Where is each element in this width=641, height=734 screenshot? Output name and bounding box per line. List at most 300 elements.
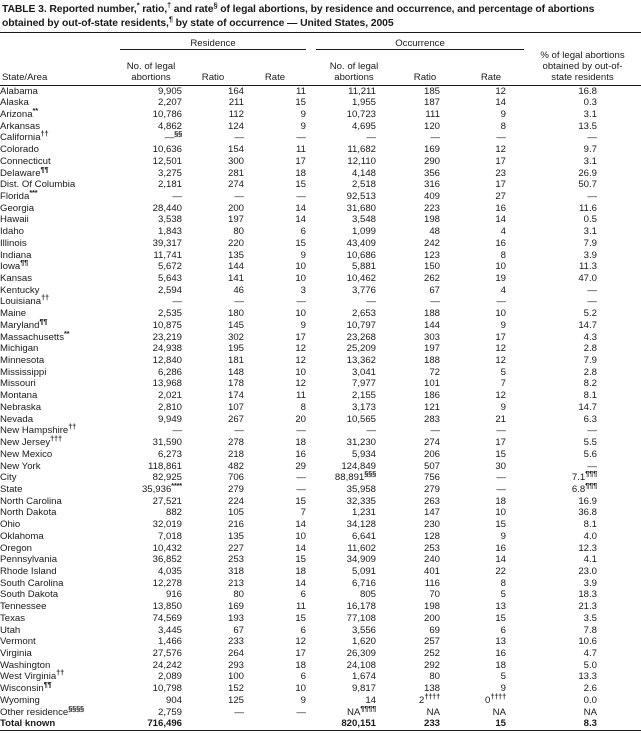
row-occurrence-rate (458, 636, 524, 648)
row-residence-number-value: 904 (165, 694, 182, 706)
row-percent-out-of-state-value: 9.7 (583, 144, 597, 156)
row-occurrence-rate (458, 285, 524, 297)
row-occurrence-number (316, 578, 392, 590)
row-state-name (0, 625, 120, 637)
row-occurrence-ratio-value: 206 (423, 448, 440, 460)
row-residence-number (120, 238, 182, 250)
row-occurrence-rate (458, 414, 524, 426)
row-percent-out-of-state (524, 378, 641, 390)
row-residence-ratio-value: 279 (227, 483, 244, 495)
row-percent-out-of-state (524, 660, 641, 672)
row-occurrence-ratio-value: — (430, 425, 440, 437)
row-occurrence-rate (458, 625, 524, 637)
row-occurrence-rate (458, 519, 524, 531)
row-occurrence-number (316, 320, 392, 332)
row-residence-rate (244, 343, 306, 355)
col-header-occurrence-number (316, 50, 392, 83)
row-occurrence-rate-value: 12 (495, 390, 506, 402)
row-percent-out-of-state (524, 168, 641, 180)
row-occurrence-number-value: 10,565 (346, 413, 376, 425)
table-row (0, 402, 641, 414)
row-state-name-value: Dist. Of Columbia (0, 179, 76, 191)
row-gap (306, 132, 316, 144)
row-residence-rate (244, 636, 306, 648)
row-residence-rate (244, 589, 306, 601)
row-state-name-value: Delaware (0, 167, 41, 179)
table-row (0, 121, 641, 133)
row-percent-out-of-state (524, 613, 641, 625)
row-residence-ratio (182, 660, 244, 672)
row-percent-out-of-state-value: 4.7 (583, 648, 597, 659)
row-state-name (0, 121, 120, 133)
row-residence-rate (244, 332, 306, 344)
row-residence-ratio-value: 253 (227, 554, 244, 566)
row-occurrence-rate (458, 97, 524, 109)
row-occurrence-number (316, 566, 392, 578)
row-percent-out-of-state-value: 4.0 (583, 530, 597, 542)
row-percent-out-of-state-value: 11.3 (579, 261, 597, 273)
col-header-state: State/Area (2, 71, 48, 83)
row-gap (306, 531, 316, 543)
row-residence-number-value: 5,672 (157, 261, 182, 273)
row-occurrence-ratio (392, 144, 458, 156)
row-residence-number (120, 531, 182, 543)
row-residence-ratio-value: 302 (227, 331, 244, 343)
row-percent-out-of-state (524, 144, 641, 156)
row-occurrence-ratio (392, 484, 458, 496)
row-residence-ratio-value: 482 (227, 460, 244, 472)
subheader-row (0, 50, 641, 83)
row-occurrence-rate-value: 21 (495, 413, 506, 425)
row-state-name (0, 668, 120, 683)
row-state-name-value: Nebraska (0, 401, 42, 413)
row-percent-out-of-state-value: 5.0 (583, 659, 597, 671)
row-percent-out-of-state (524, 496, 641, 508)
row-occurrence-rate (458, 203, 524, 215)
row-residence-rate (244, 250, 306, 262)
row-residence-rate-value: 15 (295, 97, 306, 109)
row-occurrence-ratio (392, 261, 458, 273)
row-occurrence-ratio (392, 97, 458, 109)
row-residence-rate-value: 10 (295, 308, 306, 320)
row-residence-ratio (182, 578, 244, 590)
row-residence-rate-value: 17 (295, 648, 306, 659)
row-occurrence-rate (458, 484, 524, 496)
row-percent-out-of-state (524, 214, 641, 226)
row-occurrence-ratio (392, 449, 458, 461)
row-state-name-value: New Hampshire (0, 425, 69, 437)
row-percent-out-of-state-value: 0.5 (583, 214, 597, 226)
row-residence-ratio-value: 193 (227, 612, 244, 624)
row-occurrence-rate (458, 226, 524, 238)
row-residence-number (120, 156, 182, 168)
row-residence-ratio-value: 293 (227, 659, 244, 671)
row-residence-number-value: 12,840 (152, 355, 182, 367)
row-occurrence-ratio (392, 636, 458, 648)
row-state-name (0, 484, 120, 496)
group-blank-state (0, 36, 120, 50)
table-row (0, 461, 641, 473)
row-residence-ratio (182, 296, 244, 308)
row-residence-number (120, 332, 182, 344)
row-gap (306, 648, 316, 660)
row-residence-number (120, 261, 182, 273)
row-occurrence-number (316, 613, 392, 625)
row-residence-number (120, 437, 182, 449)
table-row (0, 414, 641, 426)
row-residence-ratio (182, 671, 244, 683)
row-residence-number-value: 12,278 (152, 577, 182, 589)
row-percent-out-of-state (524, 480, 641, 496)
row-occurrence-number-value: 92,513 (346, 190, 376, 202)
row-occurrence-ratio (392, 507, 458, 519)
row-gap (306, 566, 316, 578)
row-occurrence-number-value: 16,178 (346, 601, 376, 613)
row-residence-rate-value: 9 (300, 694, 306, 706)
row-occurrence-ratio (392, 472, 458, 484)
row-occurrence-number-value: 3,548 (351, 214, 376, 226)
row-occurrence-ratio-value: 230 (423, 519, 440, 531)
row-percent-out-of-state-value: 3.9 (583, 577, 597, 589)
row-occurrence-rate-footnote-marker: †††† (490, 691, 506, 701)
table-body (0, 85, 641, 718)
row-occurrence-ratio-value: — (430, 132, 440, 144)
row-percent-out-of-state (524, 296, 641, 308)
row-state-name (0, 578, 120, 590)
row-residence-number-value: 4,035 (157, 565, 182, 577)
row-occurrence-number-value: 11,602 (347, 542, 376, 554)
row-occurrence-number (316, 648, 392, 660)
row-occurrence-number-value: 6,641 (351, 530, 376, 542)
table-row-total (0, 718, 641, 731)
row-residence-ratio (182, 402, 244, 414)
row-occurrence-rate (458, 132, 524, 144)
row-residence-number (120, 461, 182, 473)
row-occurrence-number-value: — (366, 132, 376, 144)
row-residence-rate (244, 578, 306, 590)
row-occurrence-number-value: 24,108 (346, 659, 376, 671)
row-state-name (0, 187, 120, 203)
row-residence-rate-value: — (296, 190, 306, 202)
row-residence-rate-value: 17 (295, 331, 306, 343)
row-occurrence-ratio (392, 601, 458, 613)
table-row (0, 425, 641, 437)
row-occurrence-number (316, 250, 392, 262)
row-percent-out-of-state (524, 156, 641, 168)
row-gap (306, 378, 316, 390)
total-occurrence-ratio: 233 (423, 718, 440, 730)
row-state-name-value: Alaska (0, 97, 29, 109)
row-occurrence-ratio (392, 566, 458, 578)
row-occurrence-ratio (392, 437, 458, 449)
row-residence-rate (244, 191, 306, 203)
row-occurrence-rate (458, 671, 524, 683)
row-percent-out-of-state-value: 14.7 (578, 401, 597, 413)
row-residence-number-value: 35,936 (141, 483, 172, 495)
row-residence-rate (244, 121, 306, 133)
row-percent-out-of-state-value: 8.1 (583, 390, 597, 402)
row-occurrence-rate-value: 9 (500, 319, 506, 331)
row-residence-ratio (182, 179, 244, 191)
row-residence-ratio (182, 85, 244, 97)
row-occurrence-ratio (392, 226, 458, 238)
row-occurrence-number-value: 1,955 (351, 97, 376, 109)
row-percent-out-of-state (524, 578, 641, 590)
table-row (0, 261, 641, 273)
row-residence-rate-value: 15 (295, 495, 306, 507)
row-gap (306, 613, 316, 625)
table-row (0, 109, 641, 121)
row-state-name-value: Missouri (0, 378, 36, 390)
row-gap (306, 355, 316, 367)
row-residence-number-value: 24,938 (152, 343, 182, 355)
row-gap (306, 671, 316, 683)
row-residence-number-value: 74,569 (152, 612, 182, 624)
table-row (0, 484, 641, 496)
row-percent-out-of-state-value: 3.1 (583, 226, 597, 238)
row-residence-rate (244, 179, 306, 191)
row-occurrence-number (316, 601, 392, 613)
row-percent-out-of-state (524, 308, 641, 320)
table-row (0, 648, 641, 660)
row-residence-rate-value: — (296, 706, 306, 718)
row-percent-out-of-state (524, 414, 641, 426)
row-residence-ratio-value: 148 (227, 366, 244, 378)
row-occurrence-rate-value: 15 (495, 612, 506, 624)
row-percent-out-of-state-value: 0.3 (583, 97, 597, 109)
row-residence-rate-value: 20 (295, 413, 306, 425)
row-gap (306, 121, 316, 133)
row-state-name (0, 390, 120, 402)
row-state-name-footnote-marker: †† (68, 422, 77, 432)
table-row (0, 191, 641, 203)
row-occurrence-ratio-value: 756 (423, 472, 440, 484)
row-residence-ratio-value: 213 (227, 577, 244, 589)
row-occurrence-ratio-value: 283 (423, 413, 440, 425)
row-residence-ratio (182, 144, 244, 156)
row-state-name-value: West Virginia (0, 671, 57, 683)
row-residence-ratio (182, 437, 244, 449)
row-occurrence-number-value: 25,209 (346, 343, 376, 355)
table-row (0, 285, 641, 297)
row-residence-ratio-value: 80 (233, 226, 244, 238)
group-blank-pct (524, 36, 641, 50)
row-percent-out-of-state (524, 449, 641, 461)
table-row (0, 203, 641, 215)
row-state-name-value: South Carolina (0, 577, 64, 589)
row-percent-out-of-state (524, 191, 641, 203)
row-occurrence-rate-value: 14 (495, 214, 506, 226)
row-gap (306, 332, 316, 344)
row-residence-number-value: 23,219 (152, 331, 182, 343)
row-state-name-value: Idaho (0, 226, 25, 238)
row-gap (306, 97, 316, 109)
row-percent-out-of-state-value: 7.8 (583, 624, 597, 636)
row-gap (306, 554, 316, 566)
row-percent-out-of-state (524, 566, 641, 578)
row-state-name-footnote-marker: †† (56, 668, 64, 678)
row-residence-number (120, 390, 182, 402)
row-state-name-value: Kansas (0, 273, 32, 284)
row-percent-out-of-state (524, 425, 641, 437)
row-occurrence-ratio (392, 214, 458, 226)
row-occurrence-number (316, 683, 392, 695)
row-percent-out-of-state-value: 3.1 (583, 155, 597, 167)
row-percent-out-of-state-value: 21.3 (578, 601, 597, 613)
row-residence-number-value: 5,643 (157, 273, 182, 284)
row-residence-number (120, 707, 182, 719)
row-occurrence-ratio (392, 156, 458, 168)
row-residence-ratio-value: 174 (227, 390, 244, 402)
row-occurrence-rate (458, 543, 524, 555)
row-occurrence-ratio (392, 367, 458, 379)
row-occurrence-rate (458, 343, 524, 355)
row-occurrence-rate-value: NA (492, 706, 506, 718)
row-residence-ratio (182, 531, 244, 543)
total-residence-number: 716,496 (147, 718, 182, 730)
row-occurrence-rate (458, 214, 524, 226)
row-residence-ratio (182, 566, 244, 578)
row-residence-rate-value: 9 (300, 120, 306, 132)
table-row (0, 625, 641, 637)
row-occurrence-rate (458, 238, 524, 250)
row-residence-rate (244, 519, 306, 531)
title-suffix: by state of occurrence — United States, 2005 (172, 17, 394, 29)
row-state-name (0, 203, 120, 215)
table-row (0, 589, 641, 601)
row-occurrence-number (316, 461, 392, 473)
row-percent-out-of-state (524, 554, 641, 566)
row-residence-number-value: — (172, 425, 182, 437)
row-percent-out-of-state-value: 5.5 (583, 437, 597, 449)
row-occurrence-rate (458, 367, 524, 379)
row-residence-ratio-value: 267 (227, 413, 244, 425)
row-occurrence-number (316, 226, 392, 238)
row-residence-number-value: 13,968 (152, 378, 182, 390)
row-percent-out-of-state (524, 238, 641, 250)
row-occurrence-number-value: 1,674 (351, 671, 376, 683)
row-occurrence-ratio (392, 109, 458, 121)
row-occurrence-rate-value: — (496, 296, 506, 308)
row-gap (306, 707, 316, 719)
row-occurrence-rate-value: 14 (495, 554, 506, 566)
row-occurrence-ratio-value: 70 (429, 589, 440, 601)
row-occurrence-number (316, 660, 392, 672)
row-residence-rate (244, 261, 306, 273)
row-occurrence-number-footnote-marker: §§§ (364, 469, 376, 479)
table-row (0, 156, 641, 168)
row-gap (306, 625, 316, 637)
row-residence-ratio (182, 683, 244, 695)
row-percent-out-of-state-value: 4.1 (583, 554, 597, 566)
row-state-name-value: South Dakota (0, 589, 59, 601)
row-state-name-value: Wyoming (0, 694, 40, 706)
row-residence-rate (244, 203, 306, 215)
row-percent-out-of-state (524, 332, 641, 344)
table-row (0, 507, 641, 519)
row-residence-ratio (182, 250, 244, 262)
row-occurrence-ratio (392, 578, 458, 590)
row-occurrence-ratio-value: 72 (429, 366, 440, 378)
row-residence-ratio-value: 200 (227, 202, 244, 214)
col-header-residence-rate: Rate (264, 71, 286, 83)
row-percent-out-of-state-value: — (587, 296, 597, 308)
row-residence-number (120, 273, 182, 285)
col-header-percent-out-of-state (524, 50, 641, 83)
row-occurrence-rate-value: 10 (495, 507, 506, 519)
row-residence-number-value: 2,759 (157, 706, 182, 718)
row-percent-out-of-state-value: — (587, 284, 597, 296)
row-occurrence-rate (458, 156, 524, 168)
row-occurrence-rate (458, 250, 524, 262)
row-residence-number-value: 32,019 (152, 519, 182, 531)
row-percent-out-of-state-value: 2.6 (583, 683, 597, 695)
table-row (0, 85, 641, 97)
row-residence-ratio (182, 367, 244, 379)
total-occurrence-rate: 15 (495, 718, 506, 730)
row-occurrence-rate (458, 390, 524, 402)
row-occurrence-rate (458, 261, 524, 273)
row-occurrence-rate (458, 554, 524, 566)
row-state-name (0, 449, 120, 461)
total-label: Total known (0, 718, 56, 730)
row-residence-number (120, 636, 182, 648)
row-residence-ratio (182, 496, 244, 508)
row-percent-out-of-state (524, 437, 641, 449)
row-percent-out-of-state (524, 402, 641, 414)
row-occurrence-rate-value: 16 (495, 648, 506, 659)
row-occurrence-number (316, 390, 392, 402)
row-residence-rate-value: 17 (295, 155, 306, 167)
table-row (0, 695, 641, 707)
row-occurrence-rate (458, 660, 524, 672)
row-residence-number (120, 566, 182, 578)
row-percent-out-of-state-value: 12.3 (578, 542, 597, 554)
row-occurrence-ratio-value: 138 (423, 683, 440, 695)
row-residence-ratio (182, 707, 244, 719)
row-occurrence-ratio-value: 147 (423, 507, 440, 519)
row-state-name (0, 531, 120, 543)
row-occurrence-ratio-value: — (430, 296, 440, 308)
title-mid1: ratio, (139, 4, 168, 15)
row-residence-rate-value: 14 (295, 214, 306, 226)
row-residence-rate-value: 6 (300, 589, 306, 601)
row-residence-number-value: 10,875 (152, 319, 182, 331)
row-residence-ratio (182, 332, 244, 344)
row-occurrence-rate (458, 437, 524, 449)
row-state-name (0, 105, 120, 121)
row-percent-out-of-state-value: 50.7 (578, 179, 597, 191)
row-occurrence-rate-value: 9 (500, 108, 506, 120)
row-occurrence-rate-value: 14 (495, 97, 506, 109)
row-occurrence-rate-value: — (496, 483, 506, 495)
row-state-name (0, 316, 120, 332)
row-residence-rate (244, 449, 306, 461)
row-residence-rate-value: 9 (300, 108, 306, 120)
row-occurrence-rate-value: 30 (495, 460, 506, 472)
row-percent-out-of-state-value: — (587, 425, 597, 437)
row-residence-rate (244, 320, 306, 332)
row-residence-number-value: 2,181 (157, 179, 182, 191)
row-state-name (0, 496, 120, 508)
row-residence-rate-value: 12 (295, 378, 306, 390)
row-residence-number-value: 27,521 (152, 495, 182, 507)
row-residence-number-value: 118,861 (148, 460, 182, 472)
row-occurrence-rate (458, 566, 524, 578)
row-residence-number (120, 168, 182, 180)
row-residence-rate (244, 601, 306, 613)
row-occurrence-number (316, 469, 392, 484)
